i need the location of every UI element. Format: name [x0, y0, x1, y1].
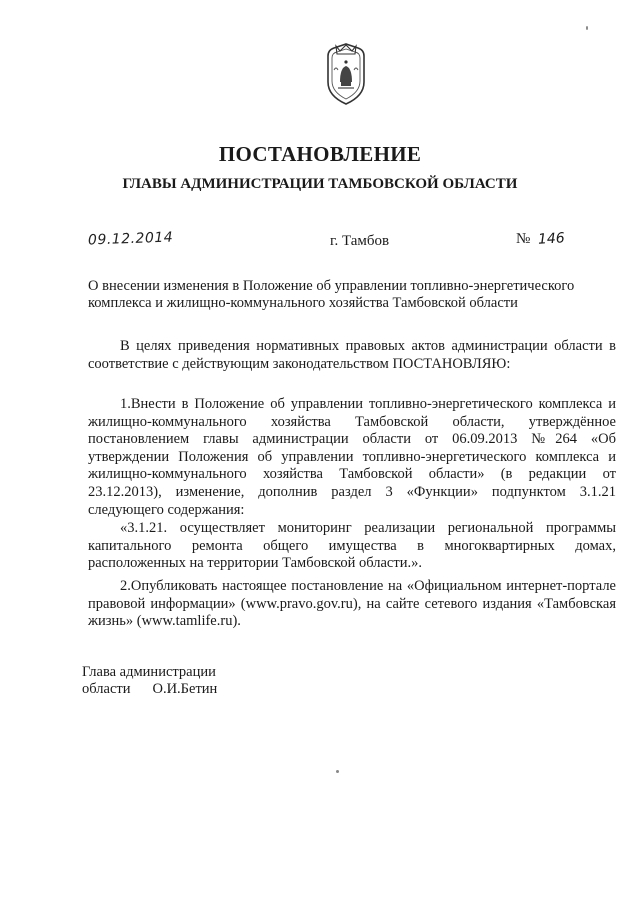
signature-position-line1: Глава администрации — [82, 664, 216, 680]
scan-speck — [586, 26, 588, 30]
coat-of-arms-emblem — [320, 42, 372, 106]
document-subject: О внесении изменения в Положение об управлении топливно-энергетического комплекса и жилищно-коммунального хозяйства Тамбовской области — [88, 278, 575, 311]
number-value: 146 — [537, 230, 566, 248]
document-title: ПОСТАНОВЛЕНИЕ — [218, 142, 422, 166]
paragraph-item-2: 2.Опубликовать настоящее постановление на «Официальном интернет-портале правовой информации» (www.pravo.gov.ru), на сайте сетевого издания «Тамбовская жизнь» (www.tamlife.ru). — [88, 578, 616, 630]
paragraph-item-1: 1.Внести в Положение об управлении топливно-энергетического комплекса и жилищно-коммунального хозяйства Тамбовской области, утверждённое постановлением главы администрации области от 06.09.2013 №264 «Об утверждении Положения об управлении топливно-энергетического комплекса и жилищно-коммунального хозяйства Тамбовской области» (в редакции от 23.12.2013), изменение, дополнив раздел 3 «Функции» подпунктом 3.1.21 следующего содержания: — [88, 396, 616, 518]
signature-block — [82, 664, 217, 698]
document-date: 09.12.2014 — [87, 229, 174, 249]
document-subtitle: ГЛАВЫ АДМИНИСТРАЦИИ ТАМБОВСКОЙ ОБЛАСТИ — [122, 176, 518, 192]
scan-speck — [336, 770, 339, 773]
paragraph-preamble: В целях приведения нормативных правовых актов администрации области в соответствие с действующим законодательством ПОСТАНОВЛЯЮ: — [88, 338, 616, 372]
signature-position-line2 — [82, 681, 217, 698]
signature-position-region: области — [82, 681, 131, 697]
document-city: г. Тамбов — [330, 233, 390, 249]
paragraph-quote: «3.1.21. осуществляет мониторинг реализации региональной программы капитального ремонта общего имущества в многоквартирных домах, расположенных на территории Тамбовской области.». — [88, 520, 616, 572]
signature-name: О.И.Бетин — [152, 681, 218, 697]
document-number — [516, 231, 565, 248]
number-label: № — [516, 231, 531, 247]
